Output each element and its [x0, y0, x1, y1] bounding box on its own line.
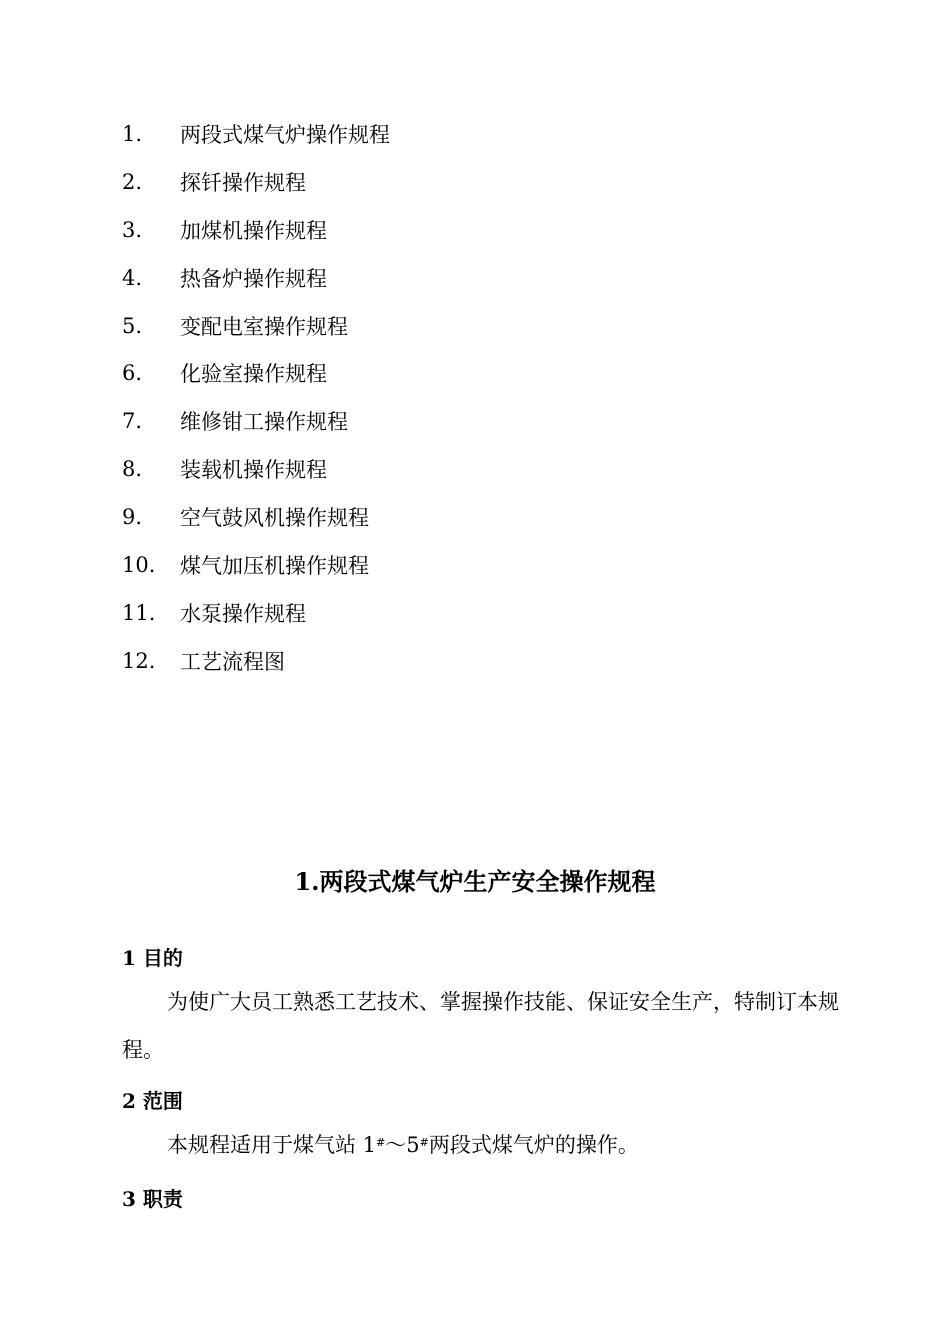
document-title: 1.两段式煤气炉生产安全操作规程 — [294, 867, 656, 896]
section-heading-purpose: 1 目的 — [122, 946, 183, 970]
toc-item — [122, 254, 882, 302]
toc-item — [122, 397, 882, 445]
toc-number: 6. — [122, 361, 143, 386]
toc-item — [122, 445, 882, 493]
toc-number: 11. — [122, 600, 156, 625]
toc-label: 两段式煤气炉操作规程 — [180, 122, 390, 147]
toc-item — [122, 158, 882, 206]
toc-number: 8. — [122, 457, 143, 482]
toc-label: 化验室操作规程 — [180, 362, 327, 387]
table-of-contents — [122, 110, 882, 685]
toc-number: 5. — [122, 313, 143, 338]
section-text-purpose: 为使广大员工熟悉工艺技术、掌握操作技能、保证安全生产，特制订本规程。 — [122, 990, 839, 1062]
section-text-scope — [122, 1121, 862, 1169]
toc-label: 水泵操作规程 — [180, 601, 306, 626]
toc-label: 加煤机操作规程 — [180, 218, 327, 243]
toc-label: 空气鼓风机操作规程 — [180, 506, 369, 531]
toc-number: 7. — [122, 409, 143, 434]
toc-number: 2. — [122, 169, 143, 194]
superscript-mark: # — [419, 1136, 429, 1149]
toc-item — [122, 637, 882, 685]
toc-label: 探钎操作规程 — [180, 170, 306, 195]
toc-item — [122, 541, 882, 589]
toc-item — [122, 589, 882, 637]
toc-label: 热备炉操作规程 — [180, 266, 327, 291]
toc-label: 煤气加压机操作规程 — [180, 553, 369, 578]
superscript-mark: # — [376, 1136, 386, 1149]
toc-number: 3. — [122, 217, 143, 242]
toc-number: 12. — [122, 648, 156, 673]
toc-number: 10. — [122, 552, 156, 577]
scope-text-part: ～5 — [385, 1133, 420, 1157]
toc-item — [122, 349, 882, 397]
section-heading-responsibility: 3 职责 — [122, 1187, 183, 1211]
toc-label: 装载机操作规程 — [180, 458, 327, 483]
toc-label: 变配电室操作规程 — [180, 314, 348, 339]
toc-label: 工艺流程图 — [180, 649, 285, 674]
scope-text-part: 两段式煤气炉的操作。 — [428, 1133, 639, 1157]
scope-text-part: 本规程适用于煤气站 1 — [167, 1133, 377, 1157]
toc-item — [122, 302, 882, 350]
toc-number: 1. — [122, 121, 143, 146]
toc-label: 维修钳工操作规程 — [180, 410, 348, 435]
toc-item — [122, 206, 882, 254]
toc-number: 9. — [122, 505, 143, 530]
toc-number: 4. — [122, 265, 143, 290]
toc-item — [122, 493, 882, 541]
section-heading-scope: 2 范围 — [122, 1089, 183, 1113]
toc-item — [122, 110, 882, 158]
